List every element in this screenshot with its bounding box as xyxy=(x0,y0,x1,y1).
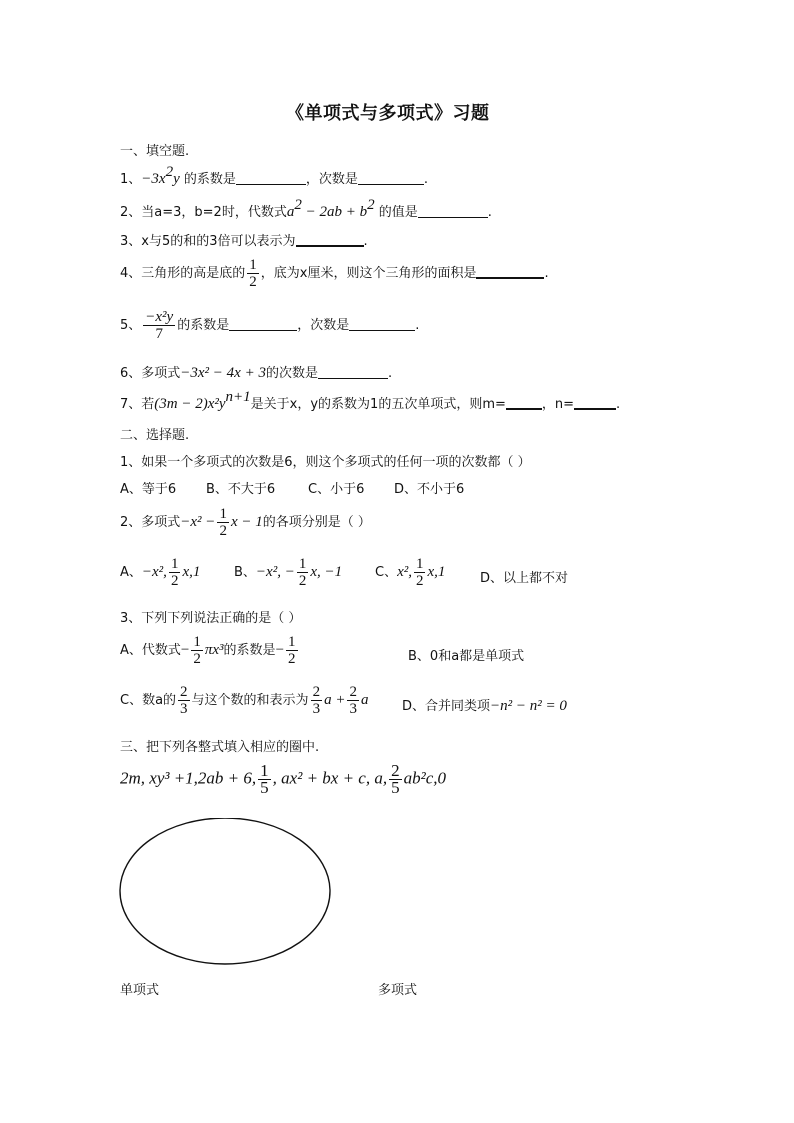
fraction: $\frac{2}{5}$ xyxy=(391,761,400,797)
fraction: $\frac{1}{2}$ xyxy=(219,506,227,539)
fraction: $\frac{2}{3}$ xyxy=(180,684,188,717)
fraction: $\frac{1}{5}$ xyxy=(260,761,269,797)
expression-list: 2m, xy³ +1,2ab + 6, $\frac{1}{5}$ , ax² + bx + c, a, $\frac{2}{5}$ ab²c,0 xyxy=(120,761,447,797)
q2-2: 2、多项式−x² − $\frac{1}{2}$ x − 1的各项分别是（ ） xyxy=(120,506,371,539)
q2-3-option-a[interactable]: A、代数式− $\frac{1}{2}$ πx³的系数是− $\frac{1}{2}$ xyxy=(120,634,296,667)
answer-blank[interactable] xyxy=(358,171,424,185)
q2-3: 3、下列下列说法正确的是（ ） xyxy=(120,611,302,626)
q2-2-option-a[interactable]: A、−x², $\frac{1}{2}$ x,1 xyxy=(120,556,201,589)
section2-heading: 二、选择题. xyxy=(120,428,190,443)
q1-3: 3、x与5的和的3倍可以表示为 . xyxy=(120,234,368,249)
q2-1-option-d[interactable]: D、不小于6 xyxy=(394,482,465,497)
fraction: $\frac{1}{2}$ xyxy=(415,556,424,589)
q1-6: 6、多项式−3x² − 4x + 3的次数是 . xyxy=(120,365,393,381)
q2-1-option-c[interactable]: C、小于6 xyxy=(308,482,365,497)
fraction: $\frac{1}{2}$ xyxy=(288,634,296,667)
q2-3-option-b[interactable]: B、0和a都是单项式 xyxy=(408,649,525,664)
fraction: $\frac{1}{2}$ xyxy=(193,634,201,667)
q1-1: 1、$-3x^2y$ 的系数是 ，次数是 . xyxy=(120,164,429,187)
q2-3-option-d[interactable]: D、合并同类项−n² − n² = 0 xyxy=(402,698,567,714)
q2-2-option-d[interactable]: D、以上都不对 xyxy=(480,571,569,586)
q2-1-option-b[interactable]: B、不大于6 xyxy=(206,482,276,497)
q2-2-option-c[interactable]: C、x², $\frac{1}{2}$ x,1 xyxy=(375,556,446,589)
section1-heading: 一、填空题. xyxy=(120,144,190,159)
q2-2-option-b[interactable]: B、−x², − $\frac{1}{2}$ x, −1 xyxy=(234,556,343,589)
q1-4: 4、三角形的高是底的 $\frac{1}{2}$ ，底为x厘米，则这个三角形的面积是 . xyxy=(120,257,549,290)
answer-blank[interactable] xyxy=(418,204,488,218)
monomial-label: 单项式 xyxy=(120,983,160,998)
answer-blank[interactable] xyxy=(506,395,542,410)
answer-blank[interactable] xyxy=(296,232,364,247)
answer-blank[interactable] xyxy=(349,317,415,331)
fraction: $\frac{2}{3}$ xyxy=(349,684,357,717)
q2-1: 1、如果一个多项式的次数是6，则这个多项式的任何一项的次数都（ ） xyxy=(120,455,531,470)
q2-3-option-c[interactable]: C、数a的 $\frac{2}{3}$ 与这个数的和表示为 $\frac{2}{3}$ a + $\frac{2}{3}$ a xyxy=(120,684,369,717)
answer-blank[interactable] xyxy=(318,365,388,379)
fraction: $\frac{1}{2}$ xyxy=(170,556,179,589)
answer-blank[interactable] xyxy=(236,171,306,185)
section3-heading: 三、把下列各整式填入相应的圈中. xyxy=(120,740,320,755)
fraction: $\frac{1}{2}$ xyxy=(298,556,307,589)
polynomial-label: 多项式 xyxy=(378,983,418,998)
answer-blank[interactable] xyxy=(476,264,544,279)
fraction: $\frac{2}{3}$ xyxy=(312,684,321,717)
answer-blank[interactable] xyxy=(229,317,297,331)
answer-blank[interactable] xyxy=(574,395,616,410)
fraction: $\frac{\text{−x²y}}{7}$ xyxy=(145,309,174,342)
page-title: 《单项式与多项式》习题 xyxy=(286,103,490,124)
fraction: $\frac{1}{2}$ xyxy=(249,257,257,290)
monomial-circle[interactable] xyxy=(118,818,334,972)
q2-1-option-a[interactable]: A、等于6 xyxy=(120,482,177,497)
q1-7: 7、若$(3m - 2)x^2y^{n+1}$是关于x，y的系数为1的五次单项式，则m= ，n= . xyxy=(120,389,621,412)
q1-2: 2、当a=3，b=2时，代数式$a^2 - 2ab + b^2$ 的值是 . xyxy=(120,197,492,220)
q1-5: 5、 $\frac{\text{−x²y}}{7}$ 的系数是 ，次数是 . xyxy=(120,309,420,342)
